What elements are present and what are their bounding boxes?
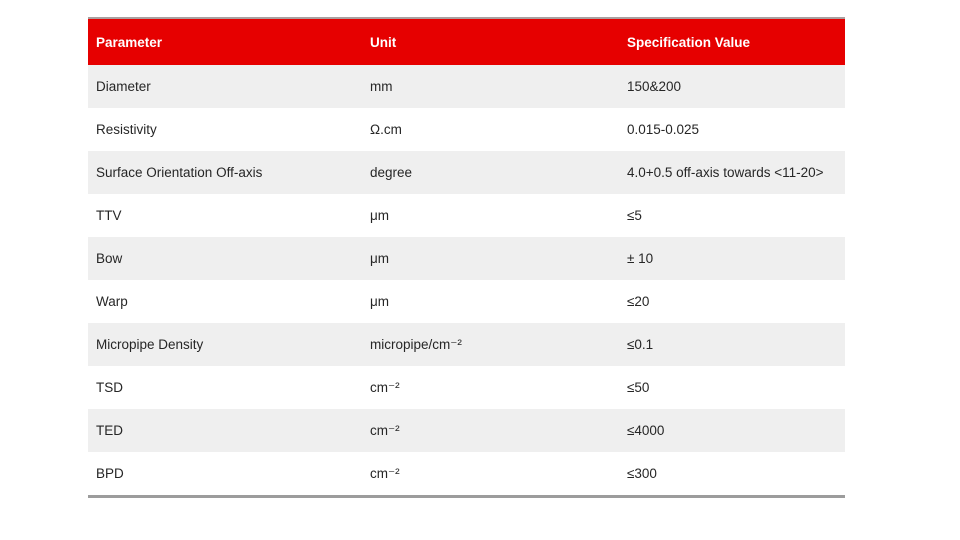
- cell-value: ≤20: [627, 294, 650, 309]
- table-row-ted: [88, 409, 845, 452]
- cell-parameter: Diameter: [96, 79, 151, 94]
- cell-value: 0.015-0.025: [627, 122, 700, 137]
- cell-value: ≤4000: [627, 423, 665, 438]
- table-header-row: [88, 19, 845, 65]
- cell-parameter: TED: [96, 423, 123, 438]
- table-row-resistivity: [88, 108, 845, 151]
- cell-parameter: Micropipe Density: [96, 337, 204, 352]
- table-row-micropipe-density: [88, 323, 845, 366]
- cell-parameter: TTV: [96, 208, 122, 223]
- table-row-tsd: [88, 366, 845, 409]
- cell-unit: micropipe/cm⁻²: [370, 336, 462, 352]
- cell-value: ± 10: [627, 251, 654, 266]
- table-row-bpd: [88, 452, 845, 495]
- table-row-warp: [88, 280, 845, 323]
- cell-parameter: Bow: [96, 251, 123, 266]
- table-row-surface-orientation: [88, 151, 845, 194]
- cell-unit: degree: [370, 165, 413, 180]
- table-row-diameter: [88, 65, 845, 108]
- cell-parameter: Surface Orientation Off-axis: [96, 165, 263, 180]
- table-row-bow: [88, 237, 845, 280]
- cell-value: 150&200: [627, 79, 682, 94]
- cell-parameter: Warp: [96, 294, 128, 309]
- header-specification-value: Specification Value: [627, 34, 751, 50]
- cell-unit: μm: [370, 294, 390, 309]
- cell-unit: mm: [370, 79, 393, 94]
- header-parameter: Parameter: [96, 34, 163, 50]
- specification-table: [88, 17, 845, 498]
- header-unit: Unit: [370, 34, 397, 50]
- cell-parameter: TSD: [96, 380, 123, 395]
- cell-value: ≤300: [627, 466, 657, 481]
- cell-value: 4.0+0.5 off-axis towards <11-20>: [627, 165, 824, 180]
- cell-unit: cm⁻²: [370, 465, 400, 481]
- cell-value: ≤50: [627, 380, 650, 395]
- cell-value: ≤5: [627, 208, 642, 223]
- cell-parameter: Resistivity: [96, 122, 157, 137]
- cell-value: ≤0.1: [627, 337, 654, 352]
- table-row-ttv: [88, 194, 845, 237]
- cell-parameter: BPD: [96, 466, 124, 481]
- cell-unit: cm⁻²: [370, 422, 400, 438]
- cell-unit: μm: [370, 208, 390, 223]
- cell-unit: μm: [370, 251, 390, 266]
- cell-unit: cm⁻²: [370, 379, 400, 395]
- cell-unit: Ω.cm: [370, 122, 402, 137]
